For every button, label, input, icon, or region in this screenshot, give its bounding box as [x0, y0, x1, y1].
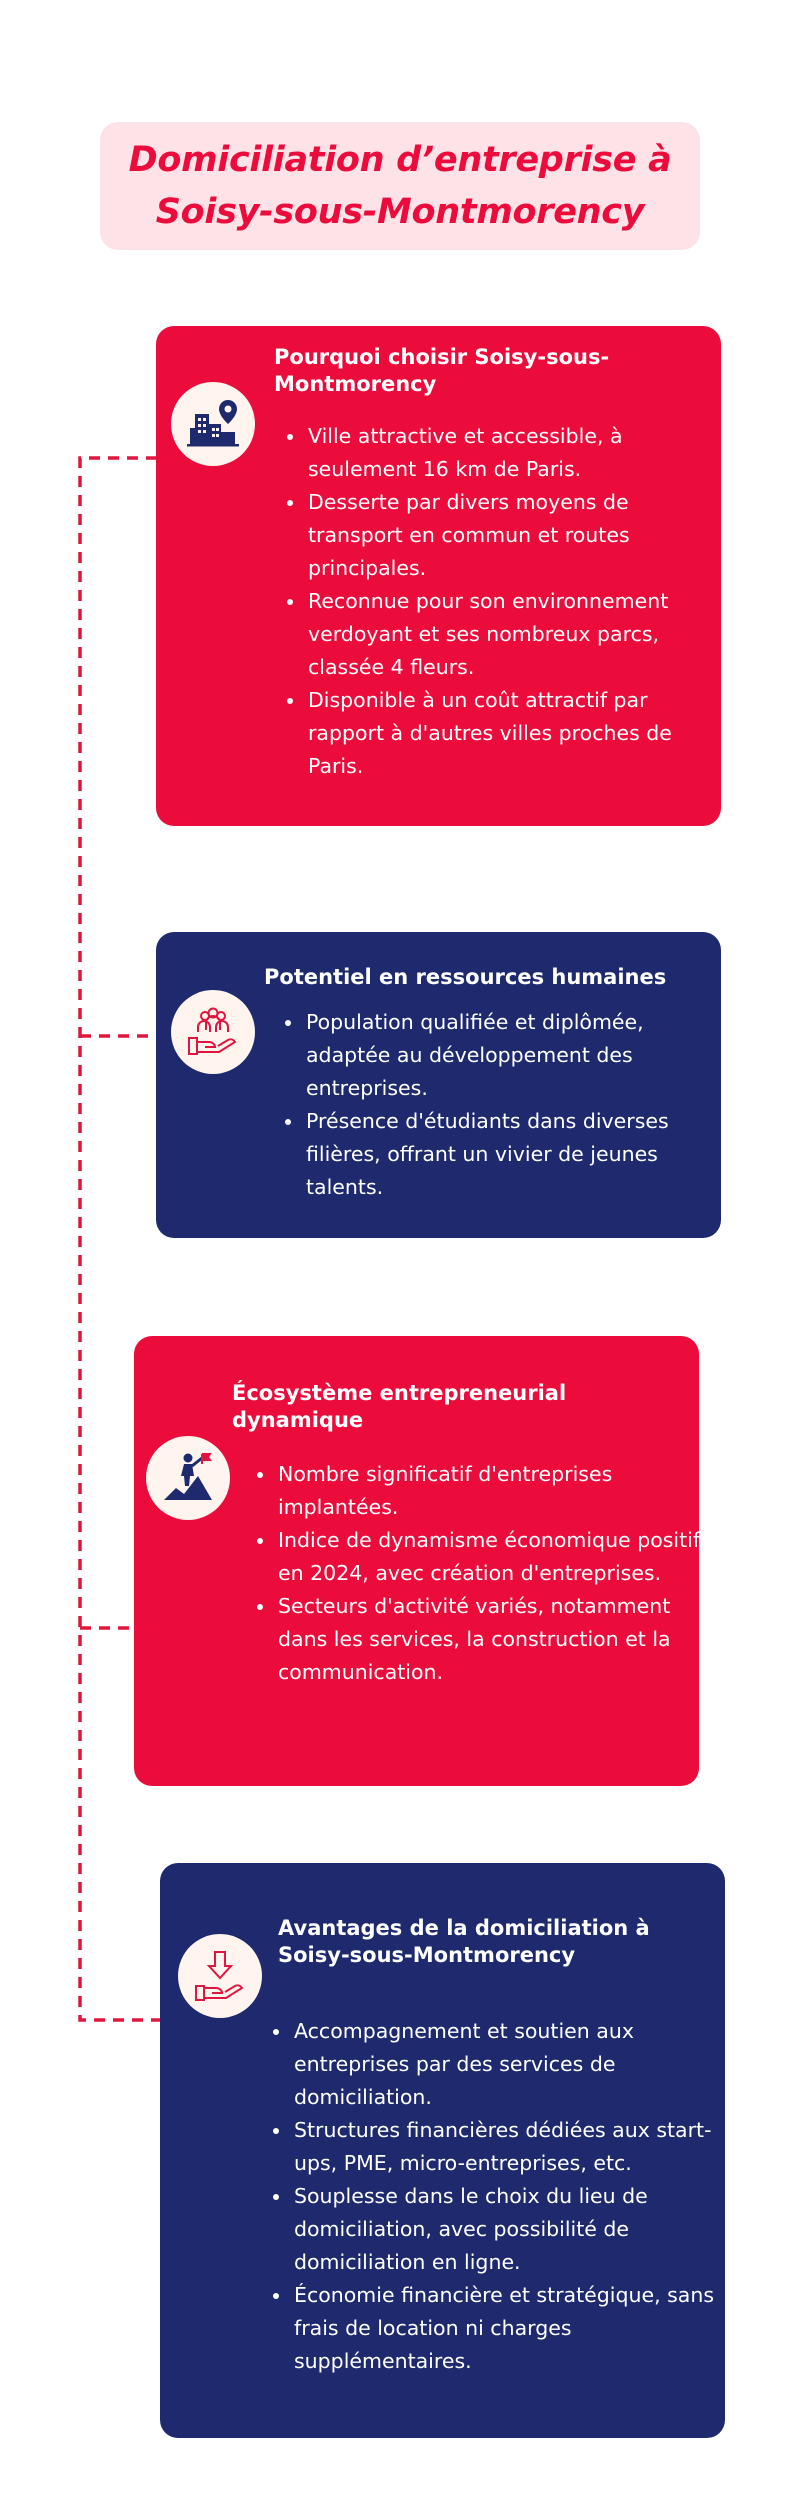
hand-receiving-arrow-icon — [178, 1934, 262, 2018]
list-item: • Nombre significatif d'entreprises implantées. — [276, 1458, 701, 1524]
card-human-resources — [156, 932, 721, 1238]
businessman-climbing-icon — [146, 1436, 230, 1520]
card-bullet-list — [252, 1458, 701, 1689]
list-item: • Ville attractive et accessible, à seulement 16 km de Paris. — [306, 420, 726, 486]
card-title: Pourquoi choisir Soisy-sous-Montmorency — [274, 345, 610, 396]
card-bullet-list — [282, 420, 726, 783]
list-item: • Indice de dynamisme économique positif en 2024, avec création d'entreprises. — [276, 1524, 701, 1590]
list-item: • Secteurs d'activité variés, notamment dans les services, la construction et la communication. — [276, 1590, 701, 1689]
card-entrepreneurial-ecosystem — [134, 1336, 699, 1786]
list-item: • Structures financières dédiées aux start-ups, PME, micro-entreprises, etc. — [292, 2114, 732, 2180]
list-item: • Reconnue pour son environnement verdoyant et ses nombreux parcs, classée 4 fleurs. — [306, 585, 726, 684]
list-item: • Accompagnement et soutien aux entreprises par des services de domiciliation. — [292, 2015, 732, 2114]
list-item: • Population qualifiée et diplômée, adaptée au développement des entreprises. — [304, 1006, 729, 1105]
card-bullet-list — [280, 1006, 729, 1204]
card-title: Écosystème entrepreneurial dynamique — [232, 1381, 567, 1432]
team-in-hand-icon — [171, 990, 255, 1074]
page-title-line-1: Domiciliation d’entreprise à — [128, 140, 672, 180]
list-item: • Présence d'étudiants dans diverses filières, offrant un vivier de jeunes talents. — [304, 1105, 729, 1204]
list-item: • Souplesse dans le choix du lieu de domiciliation, avec possibilité de domiciliation en ligne. — [292, 2180, 732, 2279]
card-title: Potentiel en ressources humaines — [264, 965, 667, 989]
card-bullet-list — [268, 2015, 732, 2378]
page-title-line-2: Soisy-sous-Montmorency — [155, 192, 645, 232]
list-item: • Desserte par divers moyens de transport en commun et routes principales. — [306, 486, 726, 585]
list-item: • Disponible à un coût attractif par rapport à d'autres villes proches de Paris. — [306, 684, 726, 783]
city-buildings-location-pin-icon — [171, 382, 255, 466]
card-title: Avantages de la domiciliation à Soisy-sous-Montmorency — [278, 1916, 650, 1967]
list-item: • Économie financière et stratégique, sans frais de location ni charges supplémentaires. — [292, 2279, 732, 2378]
